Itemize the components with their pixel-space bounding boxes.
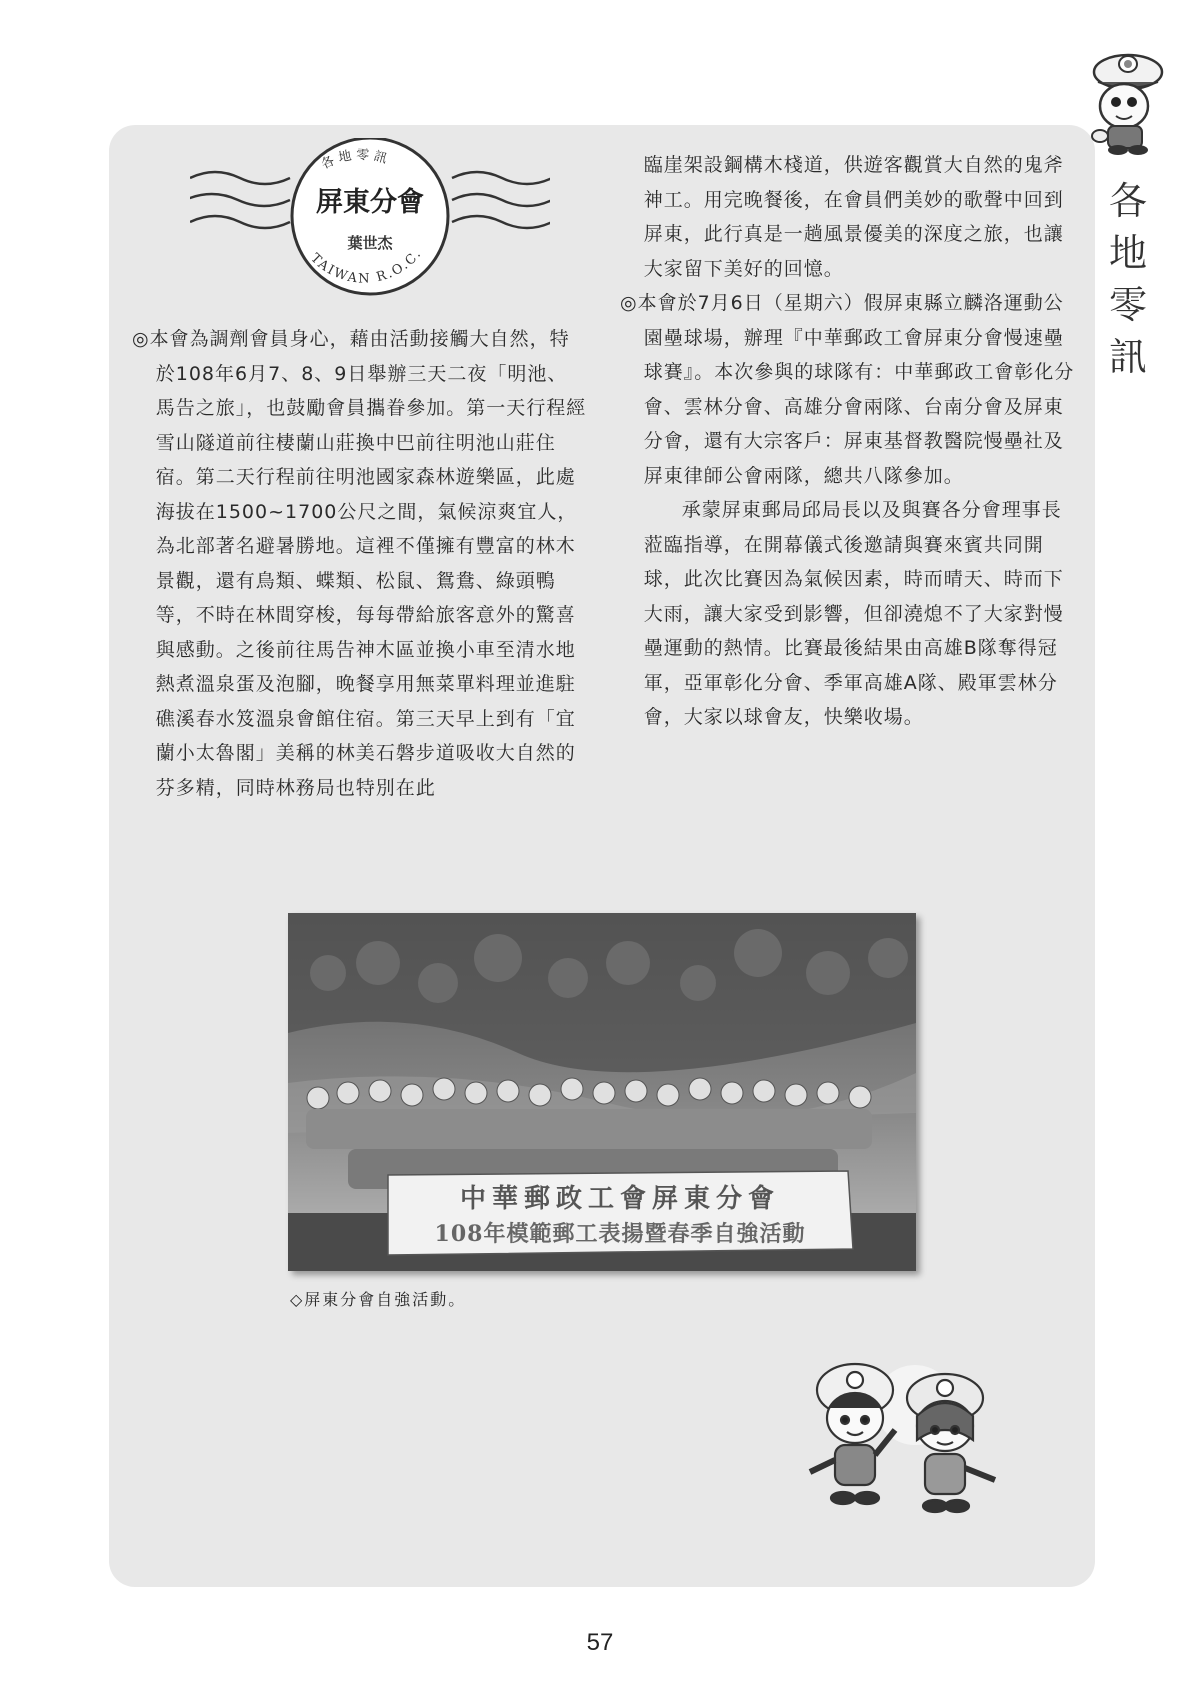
banner-line-1: 中華郵政工會屏東分會 — [459, 1184, 781, 1214]
paragraph: 承蒙屏東郵局邱局長以及與賽各分會理事長蒞臨指導，在開幕儀式後邀請與賽來賓共同開球，此次比賽因為氣候因素，時而晴天、時而下大雨，讓大家受到影響，但卻澆熄不了大家對慢壘運動的熱情。比賽最後結果由高雄B隊奪得冠軍，亞軍彰化分會、季軍高雄A隊、殿軍雲林分會，大家以球會友，快樂收場。 — [643, 499, 1064, 728]
group-photo — [288, 913, 916, 1271]
banner-line-2: 108年模範郵工表揚暨春季自強活動 — [434, 1221, 806, 1247]
photo-caption: ◇屏東分會自強活動。 — [290, 1290, 467, 1309]
right-column — [620, 148, 1075, 735]
paragraph: ◎本會為調劑會員身心，藉由活動接觸大自然，特於108年6月7、8、9日舉辦三天二夜「明池、馬告之旅」，也鼓勵會員攜眷參加。第一天行程經雪山隧道前往棲蘭山莊換中巴前往明池山莊住宿。第二天行程前往明池國家森林遊樂區，此處海拔在1500~1700公尺之間，氣候涼爽宜人，為北部著名避暑勝地。這裡不僅擁有豐富的林木景觀，還有鳥類、蝶類、松鼠、鴛鴦、綠頭鴨等，不時在林間穿梭，每每帶給旅客意外的驚喜與感動。之後前往馬告神木區並換小車至清水地熱煮溫泉蛋及泡腳，晚餐享用無菜單料理並進駐礁溪春水笈溫泉會館住宿。第三天早上到有「宜蘭小太魯閣」美稱的林美石磐步道吸收大自然的芬多精，同時林務局也特別在此 — [132, 328, 587, 799]
paragraph: 臨崖架設鋼構木棧道，供遊客觀賞大自然的鬼斧神工。用完晚餐後，在會員們美妙的歌聲中回到屏東，此行真是一趟風景優美的深度之旅，也讓大家留下美好的回憶。 — [643, 154, 1064, 280]
left-column — [132, 322, 587, 805]
stamp-author: 葉世杰 — [347, 234, 393, 252]
stamp-title: 屏東分會 — [316, 187, 424, 218]
svg-text:各地零訊: 各地零訊 — [319, 147, 393, 173]
mascot-icon — [1080, 44, 1170, 156]
paragraph: ◎本會於7月6日（星期六）假屏東縣立麟洛運動公園壘球場，辦理『中華郵政工會屏東分會慢速壘球賽』。本次參與的球隊有：中華郵政工會彰化分會、雲林分會、高雄分會兩隊、台南分會及屏東分會，還有大宗客戶：屏東基督教醫院慢壘社及屏東律師公會兩隊，總共八隊參加。 — [620, 292, 1075, 487]
page-number: 57 — [586, 1629, 614, 1656]
photo-illustration — [288, 913, 916, 1271]
section-title-vertical: 各 地 零 訊 — [1108, 179, 1147, 379]
mascots-icon — [795, 1350, 1015, 1530]
svg-text:TAIWAN R.O.C.: TAIWAN R.O.C. — [307, 246, 426, 287]
